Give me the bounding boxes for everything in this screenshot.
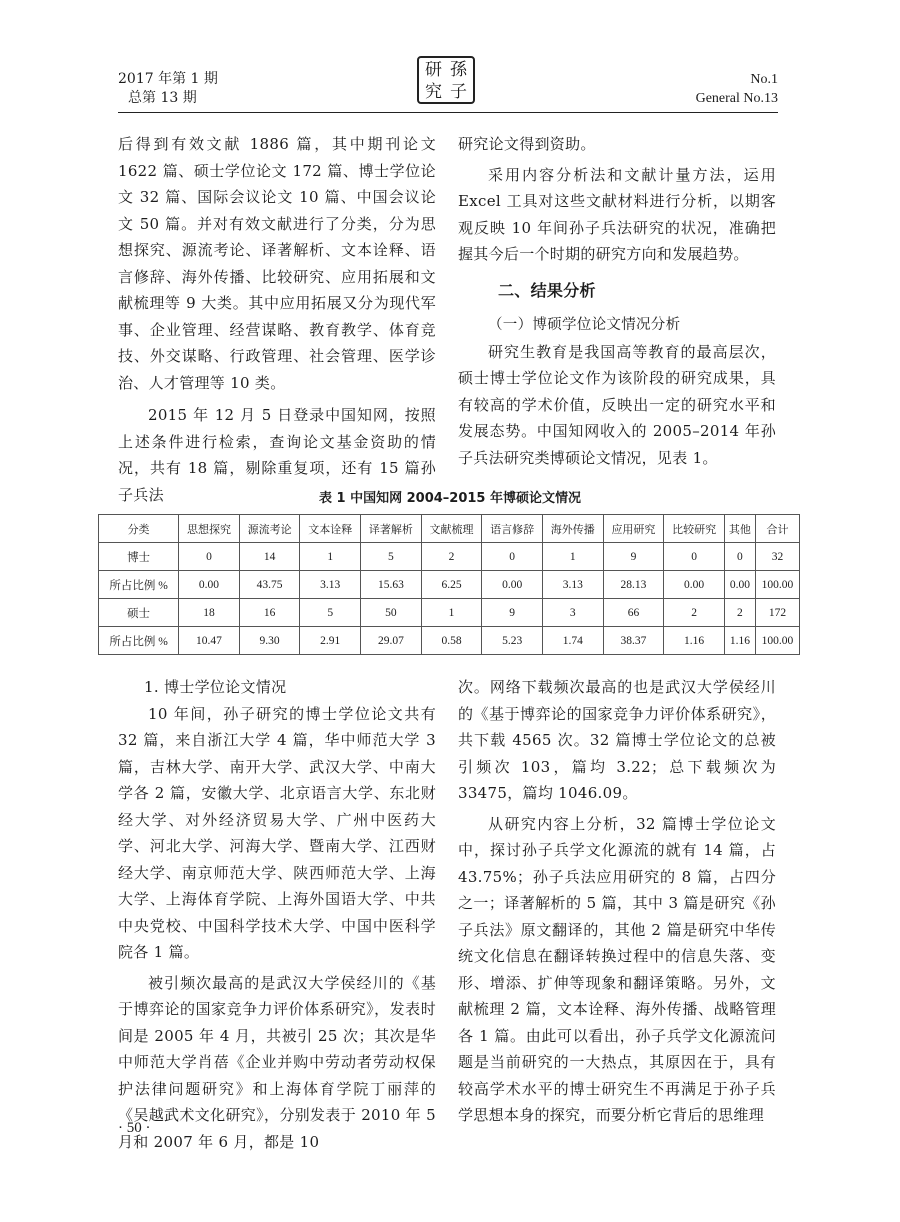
general-number: General No.13: [695, 91, 778, 106]
table-cell: 16: [239, 599, 300, 627]
right-column-bottom: [458, 674, 776, 1129]
table-header: 其他: [724, 515, 755, 543]
page-number: · 50 ·: [118, 1120, 151, 1136]
table-header: 合计: [755, 515, 799, 543]
table-cell: 172: [755, 599, 799, 627]
thesis-statistics-table: [98, 514, 800, 655]
table-header: 分类: [99, 515, 179, 543]
table-header: 比较研究: [664, 515, 725, 543]
table-cell: 29.07: [361, 627, 422, 655]
table-cell: 14: [239, 543, 300, 571]
table-cell: 0: [664, 543, 725, 571]
item-heading: 1. 博士学位论文情况: [144, 678, 287, 696]
paragraph: 10 年间，孙子研究的博士学位论文共有 32 篇，来自浙江大学 4 篇，华中师范大学 3 篇，吉林大学、南开大学、武汉大学、中南大学各 2 篇，安徽大学、北京语言大学、东北财经大学、对外经济贸易大学、广州中医药大学、河北大学、河海大学、暨南大学、江西财经大学、南京师范大学、陕西师范大学、上海大学、上海体育学院、上海外国语大学、中共中央党校、中国科学技术大学、中国中医科学院各 1 篇。: [118, 704, 436, 961]
table-cell: 38.37: [603, 627, 664, 655]
table-header: 海外传播: [542, 515, 603, 543]
table-header: 源流考论: [239, 515, 300, 543]
table-cell: 100.00: [755, 627, 799, 655]
paragraph: 被引频次最高的是武汉大学侯经川的《基于博弈论的国家竞争力评价体系研究》，发表时间是 2005 年 4 月，共被引 25 次；其次是华中师范大学肖蓓《企业并购中劳动者劳动权保护法律问题研究》和上海体育学院丁丽萍的《吴越武术文化研究》，分别发表于 2010 年 5 月和 2007 年 6 月，都是 10: [118, 973, 436, 1151]
table-cell: 50: [361, 599, 422, 627]
table-cell: 1: [421, 599, 482, 627]
header-divider: [118, 112, 778, 113]
table-cell: 1.74: [542, 627, 603, 655]
table-cell: 0.00: [482, 571, 543, 599]
table-cell: 0: [179, 543, 240, 571]
table-row: [99, 627, 800, 655]
table-caption: 表 1 中国知网 2004–2015 年博硕论文情况: [318, 491, 581, 506]
paragraph: 2015 年 12 月 5 日登录中国知网，按照上述条件进行检索，查询论文基金资助的情况，共有 18 篇，剔除重复项，还有 15 篇孙子兵法: [118, 406, 436, 504]
table-cell: 3.13: [542, 571, 603, 599]
table-cell: 43.75: [239, 571, 300, 599]
table-cell: 28.13: [603, 571, 664, 599]
table-cell: 10.47: [179, 627, 240, 655]
table-cell: 0.58: [421, 627, 482, 655]
table-cell: 9: [603, 543, 664, 571]
logo-char: 究: [425, 82, 442, 102]
table-cell: 5: [361, 543, 422, 571]
paragraph: 从研究内容上分析，32 篇博士学位论文中，探讨孙子兵学文化源流的就有 14 篇，占 43.75%；孙子兵法应用研究的 8 篇，占四分之一；译著解析的 5 篇，其中 3 篇是研究《孙子兵法》原文翻译的，其他 2 篇是研究中华传统文化信息在翻译转换过程中的信息失落、变形、增添、扩伸等现象和翻译策略。另外，文献梳理 2 篇，文本诠释、海外传播、战略管理各 1 篇。由此可以看出，孙子兵学文化源流问题是当前研究的一大热点，其原因在于，具有较高学术水平的博士研究生不再满足于孙子兵学思想本身的探究，而要分析它背后的思维理: [458, 814, 776, 1124]
table-row: [99, 599, 800, 627]
table-cell: 1: [542, 543, 603, 571]
table-cell: 6.25: [421, 571, 482, 599]
table-cell: 5: [300, 599, 361, 627]
table-cell: 2: [421, 543, 482, 571]
left-column-bottom: [118, 674, 436, 1155]
logo-char: 孫: [450, 60, 467, 80]
table-cell: 2: [664, 599, 725, 627]
table-cell: 所占比例 %: [99, 571, 179, 599]
paragraph: 研究生教育是我国高等教育的最高层次，硕士博士学位论文作为该阶段的研究成果，具有较高的学术价值，反映出一定的研究水平和发展态势。中国知网收入的 2005–2014 年孙子兵法研究类博硕论文情况，见表 1。: [458, 342, 776, 467]
table-cell: 15.63: [361, 571, 422, 599]
table-cell: 9.30: [239, 627, 300, 655]
paragraph: 采用内容分析法和文献计量方法，运用 Excel 工具对这些文献材料进行分析，以期客观反映 10 年间孙子兵法研究的状况，准确把握其今后一个时期的研究方向和发展趋势。: [458, 165, 776, 263]
table-cell: 2.91: [300, 627, 361, 655]
table-cell: 1.16: [724, 627, 755, 655]
table-row: [99, 543, 800, 571]
table-cell: 32: [755, 543, 799, 571]
table-header-row: [99, 515, 800, 543]
total-issue: 总第 13 期: [128, 90, 197, 106]
logo-char: 子: [450, 82, 467, 102]
table-cell: 博士: [99, 543, 179, 571]
table-cell: 0.00: [179, 571, 240, 599]
table-cell: 66: [603, 599, 664, 627]
table-cell: 0: [724, 543, 755, 571]
table-cell: 9: [482, 599, 543, 627]
journal-number-info: [696, 70, 778, 108]
journal-logo-seal: [417, 56, 475, 104]
table-header: 思想探究: [179, 515, 240, 543]
issue-number: No.1: [750, 72, 778, 87]
table-cell: 3.13: [300, 571, 361, 599]
year-issue: 2017 年第 1 期: [118, 71, 218, 87]
table-row: [99, 571, 800, 599]
table-cell: 1: [300, 543, 361, 571]
table-cell: 硕士: [99, 599, 179, 627]
table-cell: 所占比例 %: [99, 627, 179, 655]
table-header: 译著解析: [361, 515, 422, 543]
table-cell: 2: [724, 599, 755, 627]
journal-issue-info: [118, 70, 218, 108]
table-cell: 1.16: [664, 627, 725, 655]
left-column-top: [118, 131, 436, 508]
table-header: 文本诠释: [300, 515, 361, 543]
table-cell: 0: [482, 543, 543, 571]
section-heading: 二、结果分析: [498, 280, 596, 300]
table-cell: 18: [179, 599, 240, 627]
table-cell: 0.00: [664, 571, 725, 599]
table-header: 文献梳理: [421, 515, 482, 543]
table-cell: 3: [542, 599, 603, 627]
table-cell: 100.00: [755, 571, 799, 599]
subsection-heading: （一）博硕学位论文情况分析: [488, 317, 681, 333]
paragraph: 次。网络下载频次最高的也是武汉大学侯经川的《基于博弈论的国家竞争力评价体系研究》，共下载 4565 次。32 篇博士学位论文的总被引频次 103，篇均 3.22；总下载频次为 33475，篇均 1046.09。: [458, 678, 776, 802]
paragraph: 后得到有效文献 1886 篇，其中期刊论文 1622 篇、硕士学位论文 172 篇、博士学位论文 32 篇、国际会议论文 10 篇、中国会议论文 50 篇。并对有效文献进行了分类，分为思想探究、源流考论、译著解析、文本诠释、语言修辞、海外传播、比较研究、应用拓展和文献梳理等 9 大类。其中应用拓展又分为现代军事、企业管理、经营谋略、教育教学、体育竞技、外交谋略、行政管理、社会管理、医学诊治、人才管理等 10 类。: [118, 135, 436, 392]
table-header: 应用研究: [603, 515, 664, 543]
logo-char: 研: [425, 60, 442, 80]
right-column-top: [458, 131, 776, 471]
paragraph: 研究论文得到资助。: [458, 135, 596, 153]
table-header: 语言修辞: [482, 515, 543, 543]
table-cell: 5.23: [482, 627, 543, 655]
table-cell: 0.00: [724, 571, 755, 599]
